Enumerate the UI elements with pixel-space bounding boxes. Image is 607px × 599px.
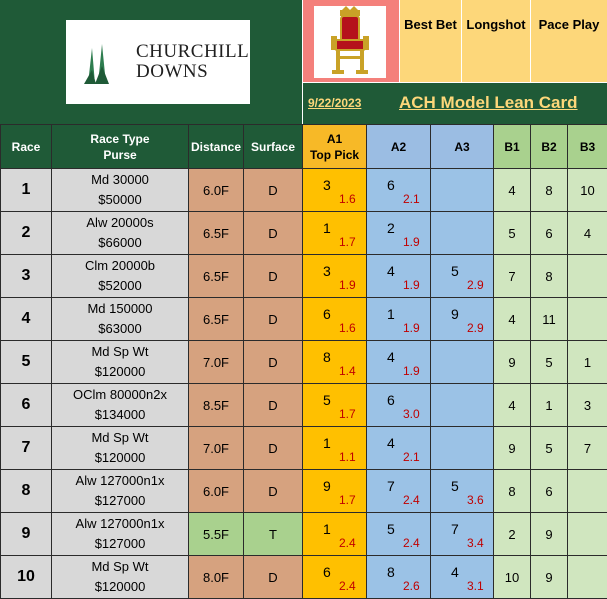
race-type-purse-cell: [52, 341, 189, 384]
lean-card-table: [0, 124, 607, 599]
pick-a3-cell: [431, 169, 494, 212]
pick-a3-cell: [431, 212, 494, 255]
pick-a2-odds: 1.9: [403, 364, 420, 378]
race-surface: D: [244, 384, 303, 427]
pick-b2: 6: [531, 470, 568, 513]
pick-a3-cell: [431, 384, 494, 427]
col-a1-label: A1: [303, 131, 366, 147]
pick-a2-number: 4: [387, 263, 395, 279]
race-type: Md Sp Wt: [52, 557, 188, 577]
pick-a2-odds: 1.9: [403, 321, 420, 335]
pick-a3-cell: [431, 556, 494, 599]
pick-b2: 1: [531, 384, 568, 427]
pick-a2-cell: [367, 341, 431, 384]
pick-a1-number: 1: [323, 220, 331, 236]
pick-a2-cell: [367, 384, 431, 427]
race-number: 7: [1, 427, 52, 470]
pick-a2-cell: [367, 513, 431, 556]
pick-a1-odds: 1.1: [339, 450, 356, 464]
pick-a2-cell: [367, 255, 431, 298]
col-race: Race: [1, 125, 52, 169]
race-type-purse-cell: [52, 255, 189, 298]
col-purse: Purse: [52, 147, 188, 163]
pick-a2-odds: 2.6: [403, 579, 420, 593]
pick-a1-odds: 1.6: [339, 321, 356, 335]
pick-a3-cell: [431, 298, 494, 341]
pick-a1-cell: [303, 255, 367, 298]
race-type: Md Sp Wt: [52, 342, 188, 362]
pick-a1-cell: [303, 169, 367, 212]
pick-b3: 1: [568, 341, 607, 384]
pick-a2-number: 4: [387, 349, 395, 365]
race-purse: $63000: [52, 319, 188, 339]
pick-b1: 7: [494, 255, 531, 298]
pick-a3-cell: [431, 341, 494, 384]
pick-a2-odds: 2.1: [403, 450, 420, 464]
race-purse: $127000: [52, 491, 188, 511]
table-row: [1, 556, 607, 599]
pick-b2: 5: [531, 427, 568, 470]
pick-b1: 5: [494, 212, 531, 255]
pick-a1-number: 1: [323, 521, 331, 537]
col-a1: [303, 125, 367, 169]
pick-a2-number: 6: [387, 177, 395, 193]
race-purse: $120000: [52, 362, 188, 382]
pick-b3: 4: [568, 212, 607, 255]
throne-cell: [303, 0, 399, 82]
race-purse: $52000: [52, 276, 188, 296]
pick-a2-number: 8: [387, 564, 395, 580]
pick-a3-odds: 3.6: [467, 493, 484, 507]
title-band: [303, 83, 607, 124]
table-row: [1, 427, 607, 470]
pick-a1-cell: [303, 212, 367, 255]
race-type-purse-cell: [52, 212, 189, 255]
race-number: 2: [1, 212, 52, 255]
table-row: [1, 212, 607, 255]
pick-a1-number: 3: [323, 263, 331, 279]
pick-a3-odds: 3.1: [467, 579, 484, 593]
pick-b3: [568, 298, 607, 341]
pick-a2-odds: 2.4: [403, 536, 420, 550]
pick-a1-cell: [303, 341, 367, 384]
pick-a3-odds: 2.9: [467, 321, 484, 335]
pick-a2-odds: 1.9: [403, 235, 420, 249]
pick-b3: [568, 255, 607, 298]
pick-b1: 9: [494, 427, 531, 470]
pick-b3: [568, 556, 607, 599]
pick-a1-odds: 1.9: [339, 278, 356, 292]
pick-a1-odds: 1.7: [339, 235, 356, 249]
pick-b2: 8: [531, 169, 568, 212]
race-surface: D: [244, 556, 303, 599]
pick-b2: 6: [531, 212, 568, 255]
churchill-downs-logo: [66, 20, 250, 104]
pick-a2-cell: [367, 470, 431, 513]
race-number: 8: [1, 470, 52, 513]
race-surface: D: [244, 341, 303, 384]
throne-icon: [314, 6, 386, 78]
pick-a2-number: 6: [387, 392, 395, 408]
race-type-purse-cell: [52, 556, 189, 599]
pick-a3-number: 7: [451, 521, 459, 537]
pick-a3-cell: [431, 470, 494, 513]
logo-line-2: DOWNS: [136, 62, 249, 82]
race-type-purse-cell: [52, 470, 189, 513]
race-type-purse-cell: [52, 513, 189, 556]
pick-a2-cell: [367, 556, 431, 599]
pick-b2: 9: [531, 556, 568, 599]
pace-play-header: [531, 0, 607, 82]
pick-b1: 9: [494, 341, 531, 384]
pick-a1-odds: 1.6: [339, 192, 356, 206]
pick-a2-cell: [367, 169, 431, 212]
race-number: 6: [1, 384, 52, 427]
race-purse: $134000: [52, 405, 188, 425]
pick-a2-cell: [367, 212, 431, 255]
pick-b3: [568, 513, 607, 556]
race-distance: 6.5F: [189, 255, 244, 298]
pick-b1: 4: [494, 169, 531, 212]
pick-a1-odds: 1.7: [339, 407, 356, 421]
pick-b3: [568, 470, 607, 513]
race-type: Alw 127000n1x: [52, 471, 188, 491]
race-number: 3: [1, 255, 52, 298]
race-number: 4: [1, 298, 52, 341]
race-purse: $127000: [52, 534, 188, 554]
card-header: [0, 0, 607, 124]
pick-a2-cell: [367, 427, 431, 470]
race-distance: 6.0F: [189, 470, 244, 513]
race-purse: $66000: [52, 233, 188, 253]
pick-a2-number: 2: [387, 220, 395, 236]
race-surface: D: [244, 470, 303, 513]
pick-b1: 2: [494, 513, 531, 556]
pick-a2-number: 4: [387, 435, 395, 451]
race-distance: 7.0F: [189, 427, 244, 470]
race-type: OClm 80000n2x: [52, 385, 188, 405]
pick-b2: 8: [531, 255, 568, 298]
table-row: [1, 341, 607, 384]
race-type-purse-cell: [52, 298, 189, 341]
logo-wordmark: [136, 42, 249, 82]
pick-a1-odds: 2.4: [339, 536, 356, 550]
pick-a1-number: 5: [323, 392, 331, 408]
col-a2: A2: [367, 125, 431, 169]
pick-a1-number: 3: [323, 177, 331, 193]
card-date: 9/22/2023: [308, 96, 361, 110]
table-header-row: [1, 125, 607, 169]
pick-a1-cell: [303, 556, 367, 599]
pick-b1: 10: [494, 556, 531, 599]
table-row: [1, 298, 607, 341]
col-surface: Surface: [244, 125, 303, 169]
pick-a3-number: 4: [451, 564, 459, 580]
pick-b2: 5: [531, 341, 568, 384]
pick-a1-number: 6: [323, 306, 331, 322]
logo-line-1: CHURCHILL: [136, 42, 249, 62]
pick-a1-cell: [303, 384, 367, 427]
card-title: ACH Model Lean Card: [399, 93, 578, 113]
race-number: 5: [1, 341, 52, 384]
race-type-purse-cell: [52, 169, 189, 212]
race-surface: D: [244, 298, 303, 341]
race-type-purse-cell: [52, 427, 189, 470]
race-number: 10: [1, 556, 52, 599]
pick-a3-number: 9: [451, 306, 459, 322]
pace-play-label: Pace Play: [531, 17, 607, 32]
pick-a3-odds: 3.4: [467, 536, 484, 550]
pick-b3: 10: [568, 169, 607, 212]
pick-a1-odds: 1.4: [339, 364, 356, 378]
race-distance: 6.5F: [189, 212, 244, 255]
race-type: Clm 20000b: [52, 256, 188, 276]
race-type: Md 30000: [52, 170, 188, 190]
col-race-type-purse: [52, 125, 189, 169]
twin-spires-icon: [82, 40, 128, 86]
pick-a3-number: 5: [451, 263, 459, 279]
race-surface: D: [244, 255, 303, 298]
race-distance: 8.0F: [189, 556, 244, 599]
pick-a2-odds: 2.1: [403, 192, 420, 206]
race-number: 9: [1, 513, 52, 556]
logo-area: [0, 0, 302, 124]
race-surface: D: [244, 212, 303, 255]
pick-a2-odds: 1.9: [403, 278, 420, 292]
col-race-type: Race Type: [52, 131, 188, 147]
pick-b2: 9: [531, 513, 568, 556]
pick-a3-cell: [431, 255, 494, 298]
table-row: [1, 255, 607, 298]
pick-a2-cell: [367, 298, 431, 341]
pick-a1-cell: [303, 298, 367, 341]
pick-a1-cell: [303, 427, 367, 470]
race-distance: 5.5F: [189, 513, 244, 556]
race-type-purse-cell: [52, 384, 189, 427]
table-row: [1, 513, 607, 556]
pick-b1: 4: [494, 384, 531, 427]
pick-a2-number: 5: [387, 521, 395, 537]
longshot-label: Longshot: [462, 17, 530, 32]
pick-a2-number: 1: [387, 306, 395, 322]
race-number: 1: [1, 169, 52, 212]
pick-a2-number: 7: [387, 478, 395, 494]
pick-a1-cell: [303, 513, 367, 556]
col-a3: A3: [431, 125, 494, 169]
pick-a3-odds: 2.9: [467, 278, 484, 292]
pick-a3-cell: [431, 427, 494, 470]
pick-a2-odds: 2.4: [403, 493, 420, 507]
race-type: Alw 127000n1x: [52, 514, 188, 534]
race-purse: $120000: [52, 448, 188, 468]
pick-b1: 8: [494, 470, 531, 513]
race-purse: $120000: [52, 577, 188, 597]
pick-a1-odds: 2.4: [339, 579, 356, 593]
pick-a3-number: 5: [451, 478, 459, 494]
race-distance: 8.5F: [189, 384, 244, 427]
longshot-header: [462, 0, 530, 82]
pick-a1-cell: [303, 470, 367, 513]
col-distance: Distance: [189, 125, 244, 169]
throne-image: [314, 6, 386, 78]
pick-a1-number: 6: [323, 564, 331, 580]
pick-a2-odds: 3.0: [403, 407, 420, 421]
col-b3: B3: [568, 125, 607, 169]
pick-a1-number: 9: [323, 478, 331, 494]
race-surface: D: [244, 427, 303, 470]
race-type: Md Sp Wt: [52, 428, 188, 448]
col-b1: B1: [494, 125, 531, 169]
pick-a3-cell: [431, 513, 494, 556]
col-top-pick-label: Top Pick: [303, 147, 366, 163]
best-bet-header: [400, 0, 461, 82]
pick-a1-number: 1: [323, 435, 331, 451]
table-row: [1, 384, 607, 427]
pick-b1: 4: [494, 298, 531, 341]
pick-b3: 7: [568, 427, 607, 470]
race-type: Md 150000: [52, 299, 188, 319]
race-type: Alw 20000s: [52, 213, 188, 233]
table-row: [1, 470, 607, 513]
race-distance: 7.0F: [189, 341, 244, 384]
pick-b2: 11: [531, 298, 568, 341]
race-purse: $50000: [52, 190, 188, 210]
race-surface: T: [244, 513, 303, 556]
race-distance: 6.5F: [189, 298, 244, 341]
pick-a1-odds: 1.7: [339, 493, 356, 507]
table-row: [1, 169, 607, 212]
best-bet-label: Best Bet: [400, 17, 461, 32]
pick-a1-number: 8: [323, 349, 331, 365]
race-distance: 6.0F: [189, 169, 244, 212]
pick-b3: 3: [568, 384, 607, 427]
col-b2: B2: [531, 125, 568, 169]
race-surface: D: [244, 169, 303, 212]
